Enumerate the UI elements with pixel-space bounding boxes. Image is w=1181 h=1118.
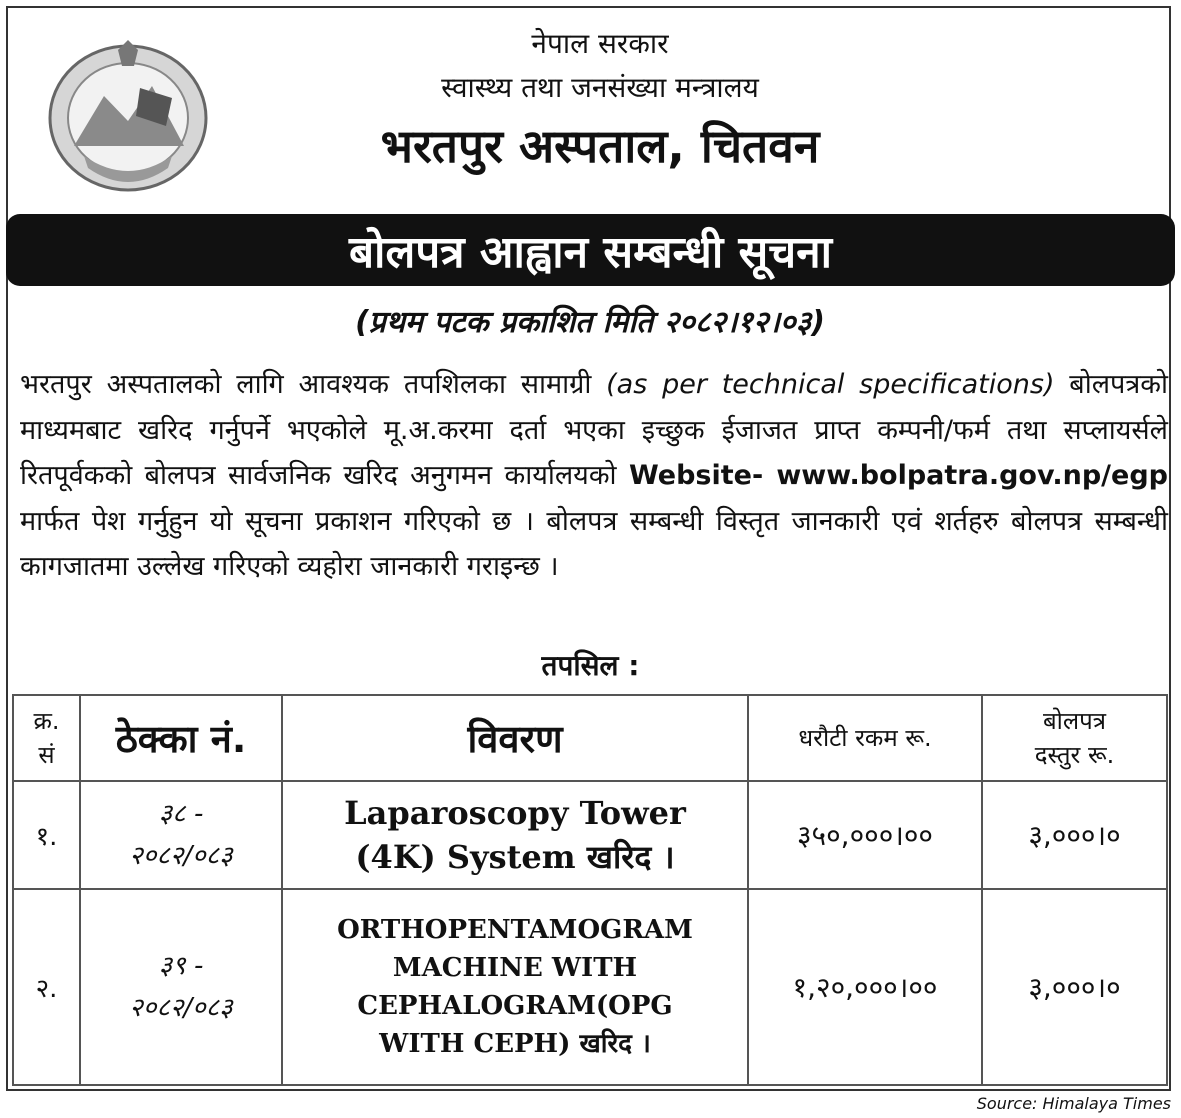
details-label: तपसिल :	[541, 649, 640, 682]
row-contract-no: ३९ - २०८२/०८३	[80, 889, 282, 1085]
source-credit: Source: Himalaya Times	[976, 1094, 1171, 1113]
row-contract-no: ३८ - २०८२/०८३	[80, 781, 282, 889]
tender-table	[12, 694, 1168, 1086]
header-sn: क्र. सं	[13, 695, 80, 781]
header-description: विवरण	[282, 695, 748, 781]
notice-body	[20, 362, 1168, 590]
hospital-name: भरतपुर अस्पताल, चितवन	[380, 119, 820, 173]
website-link[interactable]: Website- www.bolpatra.gov.np/egp	[628, 460, 1168, 491]
row-deposit: १,२०,०००।००	[748, 889, 982, 1085]
body-italic-spec: (as per technical specifications)	[606, 369, 1055, 400]
header-fee: बोलपत्र दस्तुर रू.	[982, 695, 1167, 781]
row-description: Laparoscopy Tower (4K) System खरिद ।	[282, 781, 748, 889]
body-text-1: भरतपुर अस्पतालको लागि आवश्यक तपशिलका सामाग्री	[20, 369, 607, 400]
notice-title-banner	[6, 214, 1175, 286]
row-fee: ३,०००।०	[982, 781, 1167, 889]
govt-name: नेपाल सरकार	[531, 27, 669, 60]
publish-date-note: (प्रथम पटक प्रकाशित मिति २०८२।१२।०३)	[355, 305, 825, 340]
row-deposit: ३५०,०००।००	[748, 781, 982, 889]
row-sn: १.	[13, 781, 80, 889]
body-text-2: बोलपत्रको माध्यमबाट खरिद गर्नुपर्ने भएकोले मू.अ.करमा दर्ता भएका इच्छुक ईजाजत प्राप्त कम्पनी/फर्म तथा सप्लायर्सले रितपूर्वकको बोलपत्र सार्वजनिक खरिद अनुगमन कार्यालयको	[20, 369, 1168, 491]
nepal-emblem-icon	[44, 36, 212, 196]
row-sn: २.	[13, 889, 80, 1085]
table-header-row	[13, 695, 1167, 781]
row-description: ORTHOPENTAMOGRAM MACHINE WITH CEPHALOGRAM(OPG WITH CEPH) खरिद ।	[282, 889, 748, 1085]
ministry-name: स्वास्थ्य तथा जनसंख्या मन्त्रालय	[441, 71, 759, 104]
header-deposit: धरौटी रकम रू.	[748, 695, 982, 781]
notice-title: बोलपत्र आह्वान सम्बन्धी सूचना	[348, 227, 833, 278]
body-text-3: मार्फत पेश गर्नुहुन यो सूचना प्रकाशन गरिएको छ । बोलपत्र सम्बन्धी विस्तृत जानकारी एवं शर्तहरु बोलपत्र सम्बन्धी कागजातमा उल्लेख गरिएको व्यहोरा जानकारी गराइन्छ ।	[20, 505, 1168, 582]
row-fee: ३,०००।०	[982, 889, 1167, 1085]
header-contract-no: ठेक्का नं.	[80, 695, 282, 781]
table-row	[13, 889, 1167, 1085]
table-row	[13, 781, 1167, 889]
